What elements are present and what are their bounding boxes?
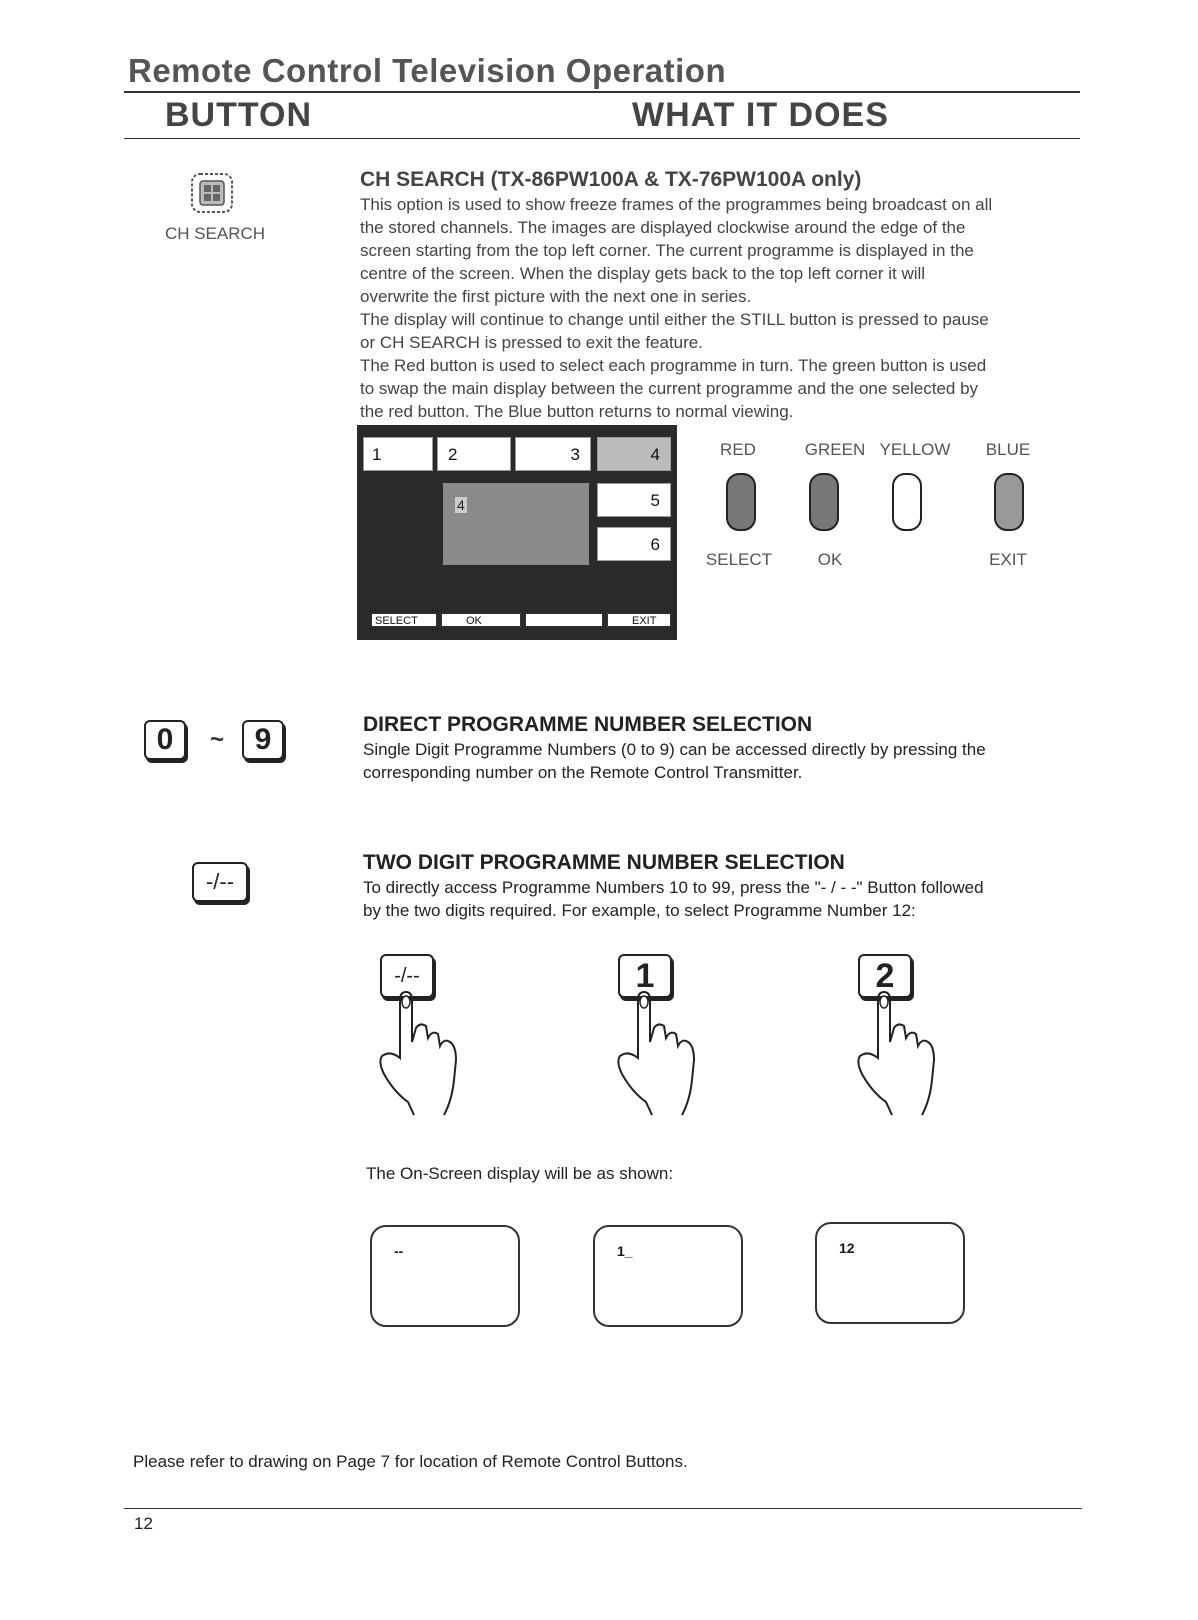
screen-bar-blank bbox=[525, 613, 603, 627]
dash-slash-key: -/-- bbox=[192, 862, 248, 902]
ch-search-line: or CH SEARCH is pressed to exit the feature. bbox=[360, 333, 703, 352]
red-button[interactable] bbox=[726, 473, 756, 531]
ch-search-description bbox=[360, 193, 1080, 423]
screen-tile: 1 bbox=[363, 437, 433, 471]
green-button[interactable] bbox=[809, 473, 839, 531]
osd-value: 12 bbox=[839, 1240, 855, 1256]
press-key-step-1 bbox=[370, 950, 470, 1120]
ch-search-line: to swap the main display between the current programme and the one selected by bbox=[360, 379, 979, 398]
osd-value: 1_ bbox=[617, 1243, 633, 1259]
yellow-button[interactable] bbox=[892, 473, 922, 531]
page-number: 12 bbox=[134, 1514, 153, 1533]
screen-bar-exit: EXIT bbox=[607, 613, 671, 627]
ch-search-button-label: CH SEARCH bbox=[164, 224, 266, 243]
screen-bar-ok: OK bbox=[441, 613, 521, 627]
ch-search-line: centre of the screen. When the display gets back to the top left corner it will bbox=[360, 264, 926, 283]
direct-line: corresponding number on the Remote Control Transmitter. bbox=[363, 763, 803, 782]
screen-tile: 4 bbox=[597, 437, 671, 471]
two-digit-line: To directly access Programme Numbers 10 to 99, press the "- / - -" Button followed bbox=[363, 878, 984, 897]
screen-tile: 3 bbox=[515, 437, 591, 471]
screen-tile: 2 bbox=[437, 437, 511, 471]
header-rule bbox=[124, 138, 1080, 139]
pointing-hand-icon bbox=[608, 950, 708, 1120]
range-tilde: ~ bbox=[210, 726, 225, 753]
direct-line: Single Digit Programme Numbers (0 to 9) can be accessed directly by pressing the bbox=[363, 740, 986, 759]
screen-bar-select: SELECT bbox=[371, 613, 437, 627]
osd-screen-3 bbox=[815, 1222, 965, 1324]
ch-search-heading: CH SEARCH (TX-86PW100A & TX-76PW100A only) bbox=[360, 168, 862, 191]
blue-button[interactable] bbox=[994, 473, 1024, 531]
screen-tile: 5 bbox=[597, 483, 671, 517]
key-0: 0 bbox=[144, 720, 186, 760]
osd-value: -- bbox=[394, 1243, 404, 1259]
ch-search-screen-illustration bbox=[357, 425, 677, 640]
two-digit-description bbox=[363, 876, 1083, 922]
footer-note: Please refer to drawing on Page 7 for location of Remote Control Buttons. bbox=[133, 1452, 688, 1471]
key-9: 9 bbox=[242, 720, 284, 760]
pointing-hand-icon bbox=[848, 950, 948, 1120]
ch-search-line: the red button. The Blue button returns to normal viewing. bbox=[360, 402, 794, 421]
press-key-1: 1 bbox=[618, 954, 672, 998]
screen-centre-picture bbox=[443, 483, 589, 565]
red-button-action: SELECT bbox=[705, 550, 773, 569]
two-digit-line: by the two digits required. For example, to select Programme Number 12: bbox=[363, 901, 916, 920]
direct-selection-heading: DIRECT PROGRAMME NUMBER SELECTION bbox=[363, 713, 813, 736]
green-button-name: GREEN bbox=[804, 440, 866, 459]
ch-search-line: the stored channels. The images are displayed clockwise around the edge of the bbox=[360, 218, 966, 237]
blue-button-name: BLUE bbox=[985, 440, 1031, 459]
ch-search-line: overwrite the first picture with the next one in series. bbox=[360, 287, 752, 306]
ch-search-icon bbox=[188, 172, 238, 216]
blue-button-action: EXIT bbox=[989, 550, 1027, 569]
red-button-name: RED bbox=[720, 440, 756, 459]
page-title: Remote Control Television Operation bbox=[128, 52, 727, 89]
press-dash-slash-key: -/-- bbox=[380, 954, 434, 998]
screen-centre-label: 4 bbox=[457, 497, 465, 513]
footer-rule bbox=[124, 1508, 1082, 1509]
ch-search-line: screen starting from the top left corner. The current programme is displayed in the bbox=[360, 241, 974, 260]
ch-search-line: The display will continue to change until either the STILL button is pressed to pause bbox=[360, 310, 989, 329]
column-heading-what-it-does: WHAT IT DOES bbox=[632, 96, 889, 134]
osd-screen-1 bbox=[370, 1225, 520, 1327]
yellow-button-name: YELLOW bbox=[879, 440, 951, 459]
osd-screen-2 bbox=[593, 1225, 743, 1327]
pointing-hand-icon bbox=[370, 950, 470, 1120]
two-digit-heading: TWO DIGIT PROGRAMME NUMBER SELECTION bbox=[363, 851, 845, 874]
osd-caption: The On-Screen display will be as shown: bbox=[366, 1164, 674, 1183]
title-rule bbox=[124, 91, 1080, 93]
column-heading-button: BUTTON bbox=[165, 96, 313, 134]
press-key-step-2 bbox=[608, 950, 708, 1120]
green-button-action: OK bbox=[817, 550, 843, 569]
press-key-2: 2 bbox=[858, 954, 912, 998]
direct-selection-description bbox=[363, 738, 1083, 784]
ch-search-line: This option is used to show freeze frames of the programmes being broadcast on all bbox=[360, 195, 993, 214]
ch-search-line: The Red button is used to select each programme in turn. The green button is used bbox=[360, 356, 987, 375]
press-key-step-3 bbox=[848, 950, 948, 1120]
screen-tile: 6 bbox=[597, 527, 671, 561]
